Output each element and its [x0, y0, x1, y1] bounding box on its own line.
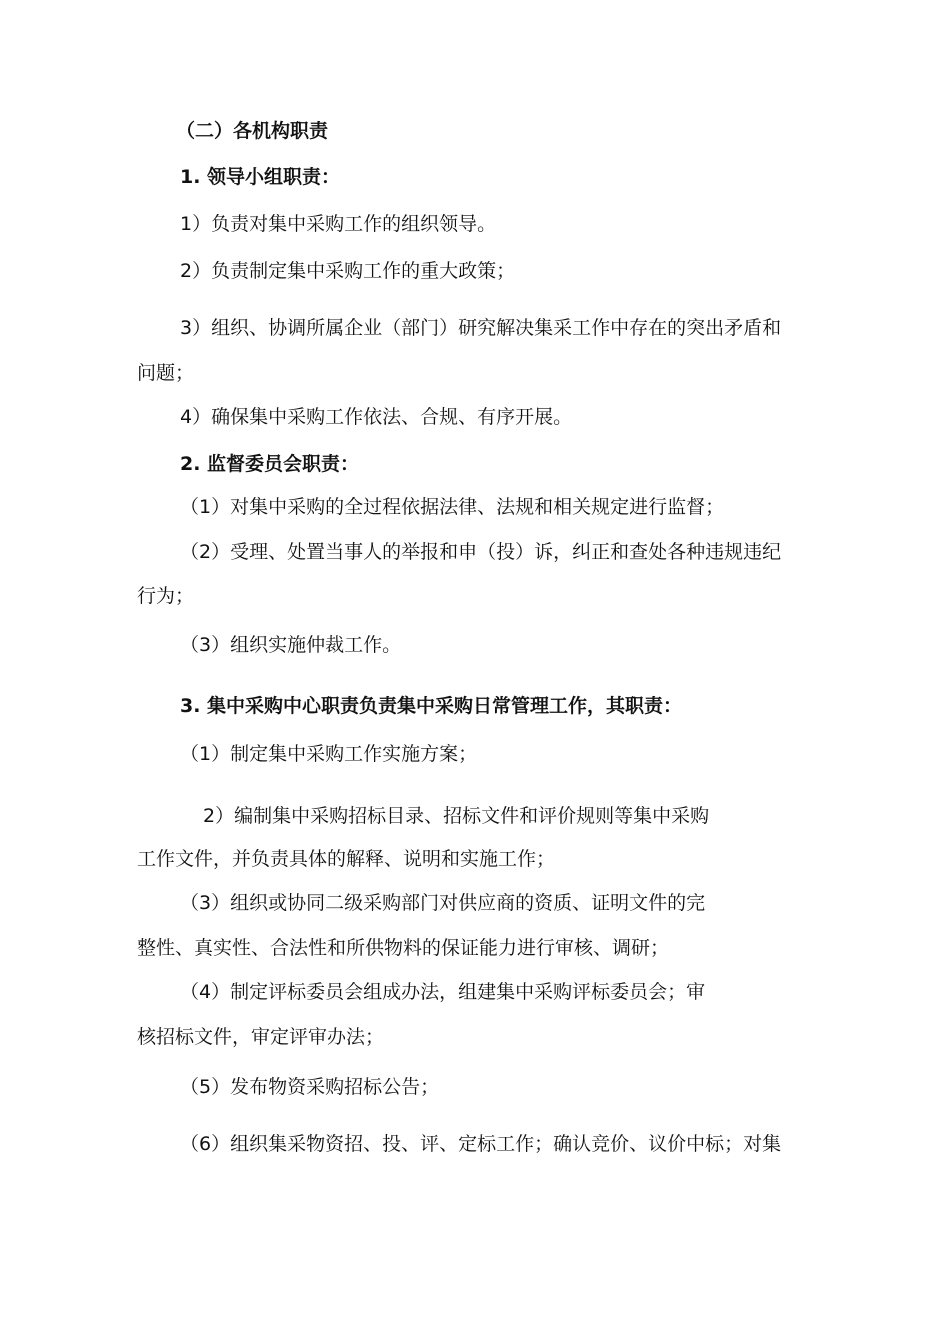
supervisory-item-1: （1）对集中采购的全过程依据法律、法规和相关规定进行监督； — [180, 496, 725, 518]
procurement-item-5: （5）发布物资采购招标公告； — [180, 1076, 440, 1098]
procurement-item-2: 2）编制集中采购招标目录、招标文件和评价规则等集中采购 — [203, 805, 710, 827]
procurement-item-6: （6）组织集采物资招、投、评、定标工作；确认竞价、议价中标；对集 — [180, 1133, 782, 1155]
procurement-item-3-cont: 整性、真实性、合法性和所供物料的保证能力进行审核、调研； — [137, 937, 670, 959]
procurement-item-3: （3）组织或协同二级采购部门对供应商的资质、证明文件的完 — [180, 892, 706, 914]
leading-group-item-2: 2）负责制定集中采购工作的重大政策； — [180, 260, 516, 282]
supervisory-committee-heading: 2. 监督委员会职责： — [180, 453, 360, 475]
supervisory-item-2-cont: 行为； — [137, 585, 195, 607]
leading-group-item-3: 3）组织、协调所属企业（部门）研究解决集采工作中存在的突出矛盾和 — [180, 317, 782, 339]
supervisory-item-2: （2）受理、处置当事人的举报和申（投）诉，纠正和查处各种违规违纪 — [180, 541, 782, 563]
supervisory-item-3: （3）组织实施仲裁工作。 — [180, 634, 402, 656]
leading-group-item-4: 4）确保集中采购工作依法、合规、有序开展。 — [180, 406, 573, 428]
procurement-center-heading: 3. 集中采购中心职责负责集中采购日常管理工作，其职责： — [180, 695, 683, 717]
section-title: （二）各机构职责 — [176, 120, 329, 142]
leading-group-item-3-cont: 问题； — [137, 362, 195, 384]
leading-group-item-1: 1）负责对集中采购工作的组织领导。 — [180, 213, 497, 235]
procurement-item-4-cont: 核招标文件，审定评审办法； — [137, 1026, 385, 1048]
leading-group-heading: 1. 领导小组职责： — [180, 166, 341, 188]
procurement-item-2-cont: 工作文件，并负责具体的解释、说明和实施工作； — [137, 848, 556, 870]
procurement-item-1: （1）制定集中采购工作实施方案； — [180, 743, 478, 765]
procurement-item-4: （4）制定评标委员会组成办法，组建集中采购评标委员会；审 — [180, 981, 706, 1003]
